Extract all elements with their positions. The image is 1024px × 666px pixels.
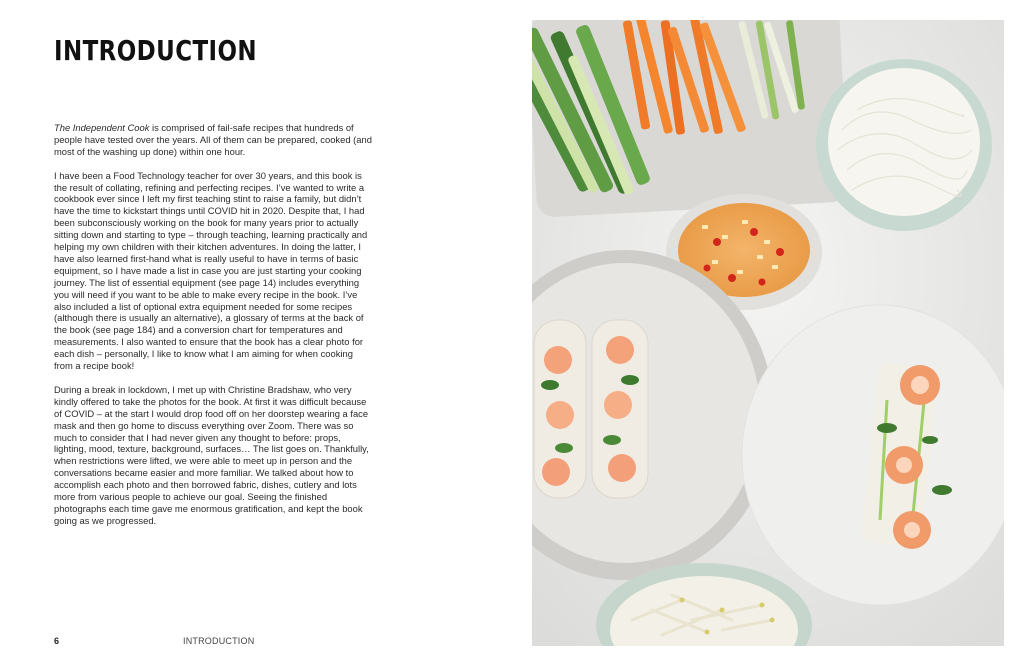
spring-roll-left [534,320,586,498]
book-title-italic: The Independent Cook [54,122,150,133]
running-footer: INTRODUCTION [183,636,255,646]
paragraph-1-text: is comprised of fail-safe recipes that hundreds of people have tested over the years. All of them can be prepared, cooked (and most of the washing up done) within one hour. [54,122,372,157]
body-text [54,122,372,539]
spring-roll-right [592,320,648,498]
paragraph-3: During a break in lockdown, I met up with Christine Bradshaw, who very kindly offered to take the photos for the book. At first it was difficult because of COVID – at the start I would drop food off on her doorstep wearing a face mask and then go home to discuss everything over Zoom. There was so much to consider that I had never given any thought to before: props, lighting, mood, texture, background, surfaces… The list goes on. Thankfully, when restrictions were lifted, we were able to meet up in person and the conversations became easier and more familiar. We talked about how to accomplish each photo and then borrowed fabric, dishes, cutlery and lots more from various people to achieve our goal. Seeing the finished photographs each time gave me enormous gratification, and kept the book going as we progressed. [54,383,369,526]
cutting-board [532,20,849,218]
food-photo-illustration [532,20,1004,646]
noodle-bowl [816,59,992,231]
page-heading: INTRODUCTION [54,34,258,67]
paragraph-2: I have been a Food Technology teacher for over 30 years, and this book is the result of collating, refining and perfecting recipes. I’ve wanted to write a cookbook ever since I left my first teaching stint to raise a family, but didn’t have the time to kickstart things until COVID hit in 2020. Despite that, I had been subconsciously working on the book for many years prior to actually sitting down and starting to type – through teaching, learning practically and helping my own children with their kitchen adventures. In doing the latter, I have also learned first-hand what is really useful to have in terms of basic equipment, so I have made a list in case you are just starting your cooking journey. The list of essential equipment (see page 14) includes everything you will need if you want to be able to make every recipe in the book. I’ve also included a list of optional extra equipment needed for some recipes (although there is usually an alternative), a glossary of terms at the back of the book (see page 184) and a conversion chart for temperatures and measurements. I also wanted to ensure that the book has a clear photo for each dish – personally, I like to know what I am aiming for when cooking from a recipe book! [54,169,368,372]
rice-paper-wrap [742,305,1004,605]
page-number: 6 [54,636,60,646]
paragraph-1 [54,122,372,158]
food-photo [532,20,1004,646]
